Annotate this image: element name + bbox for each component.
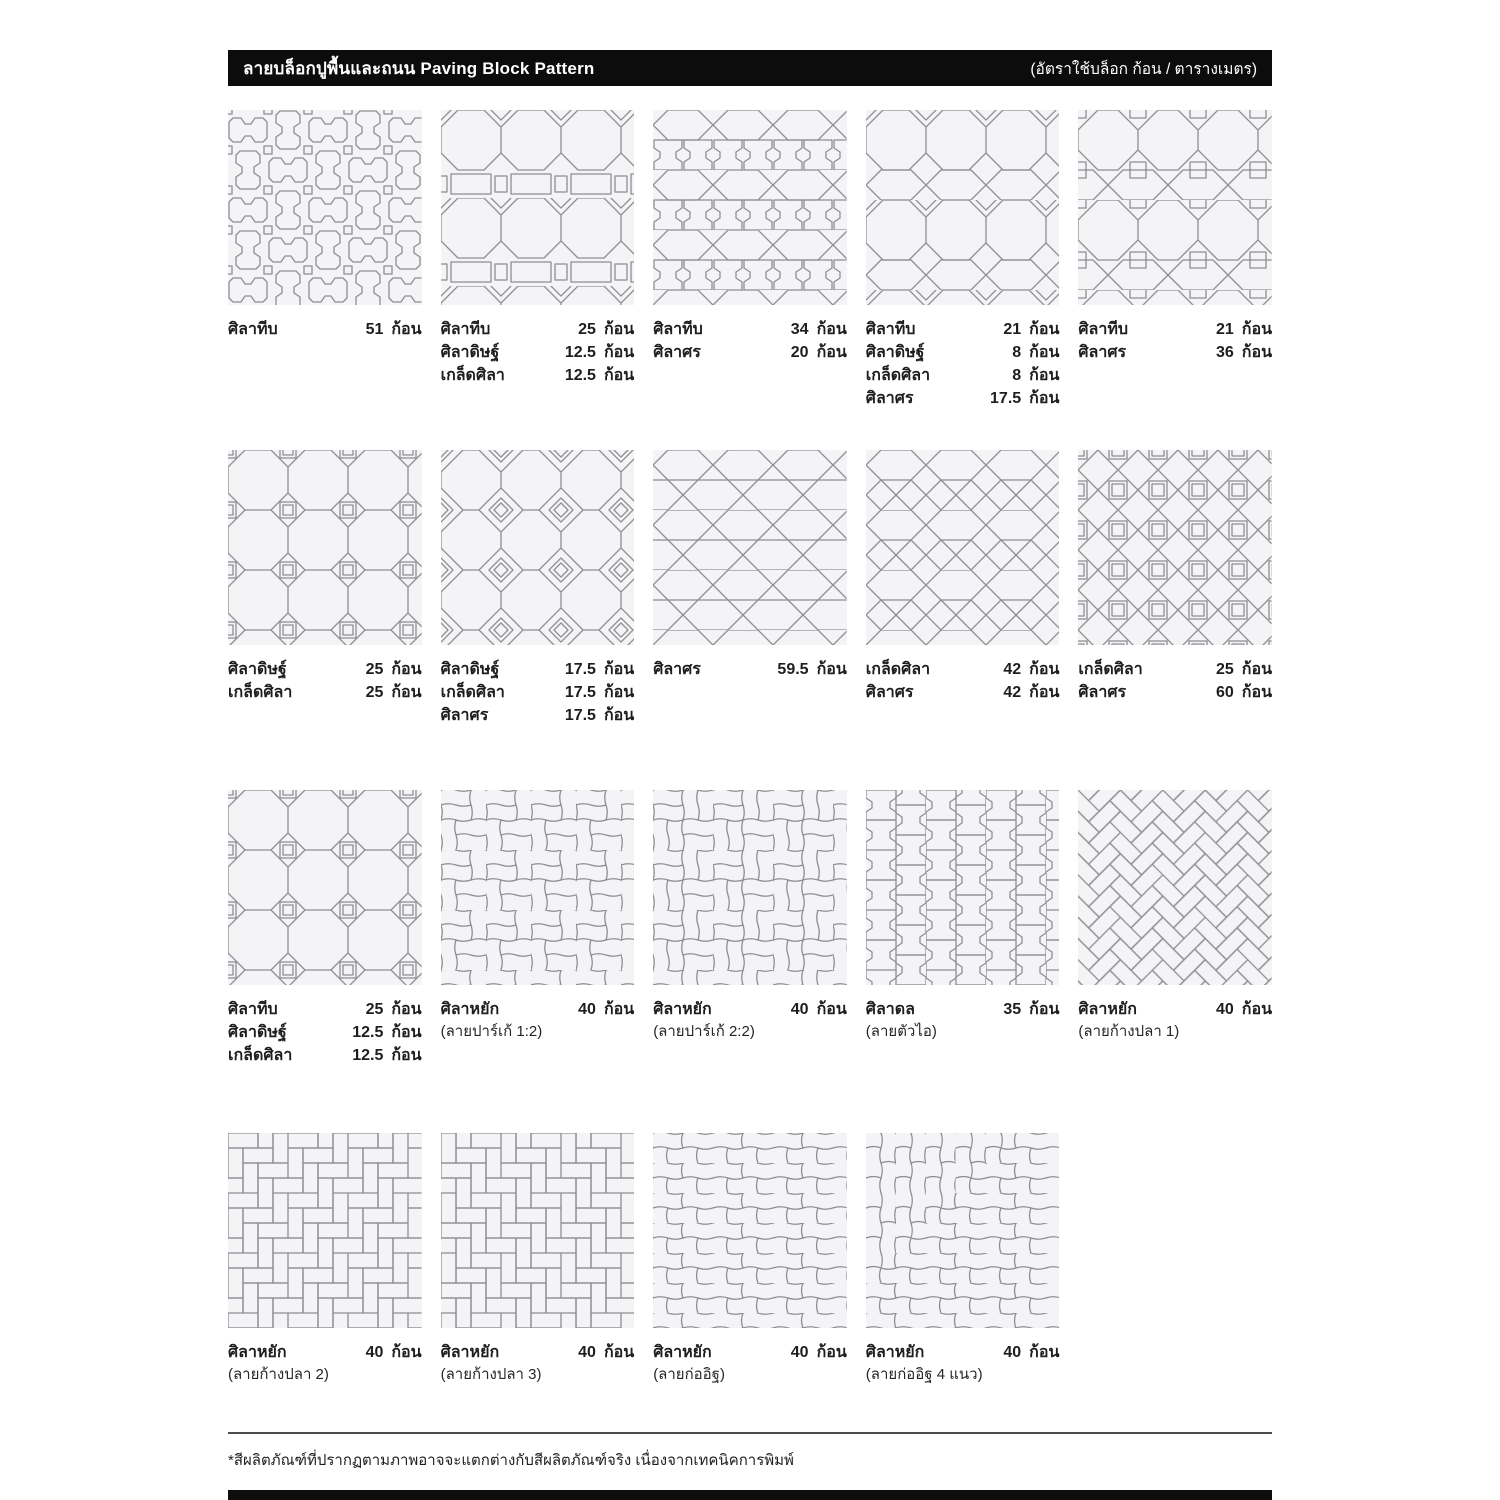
block-count: 17.5 [990,390,1022,407]
block-count: 25 [578,321,596,338]
block-usage-line [441,998,635,1021]
block-usage-line [228,1021,422,1044]
pattern-layout-subtitle: (ลายก่ออิฐ) [653,1366,725,1383]
catalog-page [228,0,1272,1500]
block-count: 25 [365,684,384,701]
block-name: เกล็ดศิลา [228,684,293,701]
block-count: 40 [790,1344,809,1361]
block-name: ศิลาทีบ [228,321,278,338]
block-name: ศิลาศร [865,390,914,407]
block-unit-label: ก้อน [603,344,635,361]
block-count: 25 [365,1001,384,1018]
pattern-card [1078,450,1272,727]
block-name: ศิลาศร [440,707,489,724]
block-unit-label: ก้อน [603,321,635,338]
pattern-card [1078,110,1272,410]
pattern-card [866,1133,1060,1386]
pattern-card [866,790,1060,1067]
block-unit-label: ก้อน [1029,1001,1060,1018]
pattern-card [441,790,635,1067]
pattern-labels [441,998,635,1043]
pattern-labels [866,318,1060,410]
block-count: 12.5 [352,1047,384,1064]
block-usage-line [441,318,635,341]
pattern-layout-subtitle: (ลายตัวไอ) [865,1023,937,1040]
block-usage-line [228,1341,422,1364]
block-usage-line [653,1341,847,1364]
block-unit-label: ก้อน [1029,367,1060,384]
block-unit-label: ก้อน [1241,661,1272,678]
block-usage-line [441,1341,635,1364]
block-name: ศิลาศร [865,684,914,701]
block-unit-label: ก้อน [391,321,422,338]
block-usage-line [1078,341,1272,364]
pattern-card [1078,790,1272,1067]
block-name: เกล็ดศิลา [228,1047,293,1064]
pattern-labels [1078,998,1272,1043]
block-name: ศิลาทีบ [1078,321,1129,338]
block-unit-label: ก้อน [391,1047,422,1064]
block-count: 40 [365,1344,384,1361]
block-name: ศิลาหยัก [440,1344,500,1361]
block-unit-label: ก้อน [391,1344,422,1361]
pattern-card [228,1133,422,1386]
block-name: ศิลาศร [1078,344,1127,361]
block-unit-label: ก้อน [603,1344,635,1361]
block-name: ศิลาศร [1078,684,1127,701]
pattern-card [866,450,1060,727]
page-title: ลายบล็อกปูพื้นและถนน Paving Block Pattern [243,58,595,78]
block-unit-label: ก้อน [816,1344,847,1361]
block-unit-label: ก้อน [1029,1344,1060,1361]
pattern-labels [653,318,847,364]
block-count: 40 [578,1001,596,1018]
pattern-labels [866,1341,1060,1386]
block-count: 12.5 [352,1024,384,1041]
pattern-swatch-parquet-22 [653,790,847,985]
pattern-labels [653,998,847,1043]
block-usage-line [653,318,847,341]
block-usage-line [866,318,1060,341]
pattern-layout-subtitle: (ลายก้างปลา 3) [440,1366,542,1383]
block-unit-label: ก้อน [816,1001,847,1018]
pattern-card [653,790,847,1067]
block-count: 35 [1003,1001,1022,1018]
block-usage-line [441,704,635,727]
block-name: เกล็ดศิลา [1078,661,1143,678]
block-count: 17.5 [564,661,596,678]
block-usage-line [441,364,635,387]
block-unit-label: ก้อน [1241,321,1272,338]
pattern-row-1 [228,110,1272,410]
pattern-row-4 [228,1133,1272,1386]
block-count: 34 [790,321,809,338]
block-name: ศิลาหยัก [865,1344,925,1361]
block-name: ศิลาหยัก [440,1001,500,1018]
block-name: เกล็ดศิลา [865,661,931,678]
pattern-labels [866,658,1060,704]
block-count: 21 [1003,321,1022,338]
block-unit-label: ก้อน [391,1024,422,1041]
block-name: ศิลาหยัก [653,1001,712,1018]
block-name: ศิลาหยัก [1078,1001,1137,1018]
block-name: ศิลาดล [865,1001,915,1018]
pattern-card [441,110,635,410]
block-usage-line [228,658,422,681]
block-name: ศิลาหยัก [653,1344,712,1361]
pattern-card [228,450,422,727]
block-unit-label: ก้อน [1029,390,1060,407]
pattern-card [653,110,847,410]
pattern-card [228,110,422,410]
block-usage-line [866,998,1060,1021]
pattern-swatch-hexagons [653,450,847,645]
block-unit-label: ก้อน [603,707,635,724]
pattern-swatch-running-bond [653,1133,847,1328]
pattern-labels [1078,318,1272,364]
pattern-swatch-oct-rect [441,110,635,305]
block-unit-label: ก้อน [1029,321,1060,338]
pattern-swatch-herringbone-90b [441,1133,635,1328]
block-count: 17.5 [564,707,596,724]
pattern-labels [441,658,635,727]
pattern-card [441,1133,635,1386]
block-name: ศิลาทีบ [865,321,916,338]
block-count: 40 [790,1001,809,1018]
block-unit-label: ก้อน [1241,684,1272,701]
block-name: เกล็ดศิลา [440,367,505,384]
pattern-swatch-i-columns [866,790,1060,985]
block-count: 20 [790,344,809,361]
block-name: ศิลาดิษฐ์ [228,661,287,678]
page-bottom-bar [228,1490,1272,1500]
block-usage-line [866,658,1060,681]
block-unit-label: ก้อน [1029,684,1060,701]
block-name: ศิลาหยัก [228,1344,287,1361]
pattern-swatch-oct-square [228,450,422,645]
block-count: 25 [365,661,384,678]
pattern-swatch-herringbone-90 [228,1133,422,1328]
header-bar [228,50,1272,86]
pattern-labels [228,998,422,1067]
block-count: 40 [578,1344,596,1361]
pattern-card [866,110,1060,410]
block-usage-line [866,341,1060,364]
pattern-layout-subtitle: (ลายก่ออิฐ 4 แนว) [865,1366,983,1383]
pattern-labels [653,1341,847,1386]
block-count: 59.5 [777,661,809,678]
pattern-row-3 [228,790,1272,1067]
pattern-swatch-hex-bone [653,110,847,305]
block-usage-line [228,318,422,341]
pattern-swatch-oct-hex-mix2 [1078,110,1272,305]
block-usage-line [228,1044,422,1067]
block-name: ศิลาดิษฐ์ [228,1024,287,1041]
block-unit-label: ก้อน [391,1001,422,1018]
block-unit-label: ก้อน [816,661,847,678]
block-unit-label: ก้อน [816,321,847,338]
pattern-swatch-oct-square-2 [441,450,635,645]
pattern-layout-subtitle: (ลายปาร์เก้ 2:2) [653,1023,755,1040]
block-count: 12.5 [564,344,596,361]
block-count: 42 [1003,661,1022,678]
pattern-swatch-square-diamond [1078,450,1272,645]
block-count: 25 [1215,661,1234,678]
block-usage-line [441,341,635,364]
block-usage-line [441,658,635,681]
block-usage-line [1078,318,1272,341]
block-unit-label: ก้อน [1241,344,1272,361]
block-count: 36 [1215,344,1234,361]
block-unit-label: ก้อน [603,661,635,678]
block-name: ศิลาทีบ [228,1001,278,1018]
block-unit-label: ก้อน [391,661,422,678]
block-usage-line [653,658,847,681]
block-name: ศิลาทีบ [653,321,703,338]
pattern-layout-subtitle: (ลายก้างปลา 1) [1078,1023,1180,1040]
block-usage-line [866,364,1060,387]
pattern-card [228,790,422,1067]
block-unit-label: ก้อน [1029,661,1060,678]
block-usage-line [866,1341,1060,1364]
pattern-labels [228,658,422,704]
block-name: เกล็ดศิลา [440,684,505,701]
pattern-swatch-oct-square [228,790,422,985]
pattern-card [653,450,847,727]
pattern-row-2 [228,450,1272,727]
pattern-swatch-hex-diamond [866,450,1060,645]
block-count: 60 [1215,684,1234,701]
block-name: ศิลาดิษฐ์ [440,344,500,361]
block-usage-line [228,998,422,1021]
block-usage-line [1078,681,1272,704]
block-usage-line [866,681,1060,704]
pattern-swatch-brick-4way [866,1133,1060,1328]
pattern-labels [441,1341,635,1386]
block-usage-line [441,681,635,704]
block-count: 8 [1012,344,1022,361]
pattern-labels [1078,658,1272,704]
pattern-labels [441,318,635,387]
block-count: 12.5 [564,367,596,384]
block-count: 51 [365,321,384,338]
pattern-swatch-parquet-12 [441,790,635,985]
block-count: 17.5 [564,684,596,701]
pattern-swatch-herringbone-45 [1078,790,1272,985]
pattern-card [653,1133,847,1386]
block-usage-line [1078,998,1272,1021]
pattern-labels [228,1341,422,1386]
pattern-labels [653,658,847,681]
pattern-layout-subtitle: (ลายปาร์เก้ 1:2) [440,1023,543,1040]
block-count: 40 [1215,1001,1234,1018]
block-unit-label: ก้อน [816,344,847,361]
pattern-labels [866,998,1060,1043]
block-count: 40 [1003,1344,1022,1361]
block-count: 8 [1012,367,1022,384]
block-unit-label: ก้อน [391,684,422,701]
block-unit-label: ก้อน [1241,1001,1272,1018]
block-unit-label: ก้อน [603,367,635,384]
block-count: 21 [1215,321,1234,338]
pattern-layout-subtitle: (ลายก้างปลา 2) [228,1366,329,1383]
usage-rate-note: (อัตราใช้บล็อก ก้อน / ตารางเมตร) [1030,60,1257,78]
footer-divider [228,1432,1272,1434]
block-unit-label: ก้อน [603,684,635,701]
pattern-card [441,450,635,727]
block-count: 42 [1003,684,1022,701]
block-usage-line [866,387,1060,410]
block-usage-line [1078,658,1272,681]
block-name: ศิลาดิษฐ์ [865,344,925,361]
block-name: เกล็ดศิลา [865,367,931,384]
block-name: ศิลาทีบ [440,321,491,338]
block-usage-line [228,681,422,704]
pattern-labels [228,318,422,341]
block-unit-label: ก้อน [603,1001,635,1018]
block-name: ศิลาดิษฐ์ [440,661,500,678]
block-name: ศิลาศร [653,661,701,678]
block-usage-line [653,341,847,364]
pattern-swatch-bone-weave [228,110,422,305]
pattern-swatch-oct-hex-mix1 [866,110,1060,305]
block-name: ศิลาศร [653,344,701,361]
footer-note: *สีผลิตภัณฑ์ที่ปรากฏตามภาพอาจจะแตกต่างกับสีผลิตภัณฑ์จริง เนื่องจากเทคนิคการพิมพ์ [228,1452,794,1469]
block-unit-label: ก้อน [1029,344,1060,361]
block-usage-line [653,998,847,1021]
